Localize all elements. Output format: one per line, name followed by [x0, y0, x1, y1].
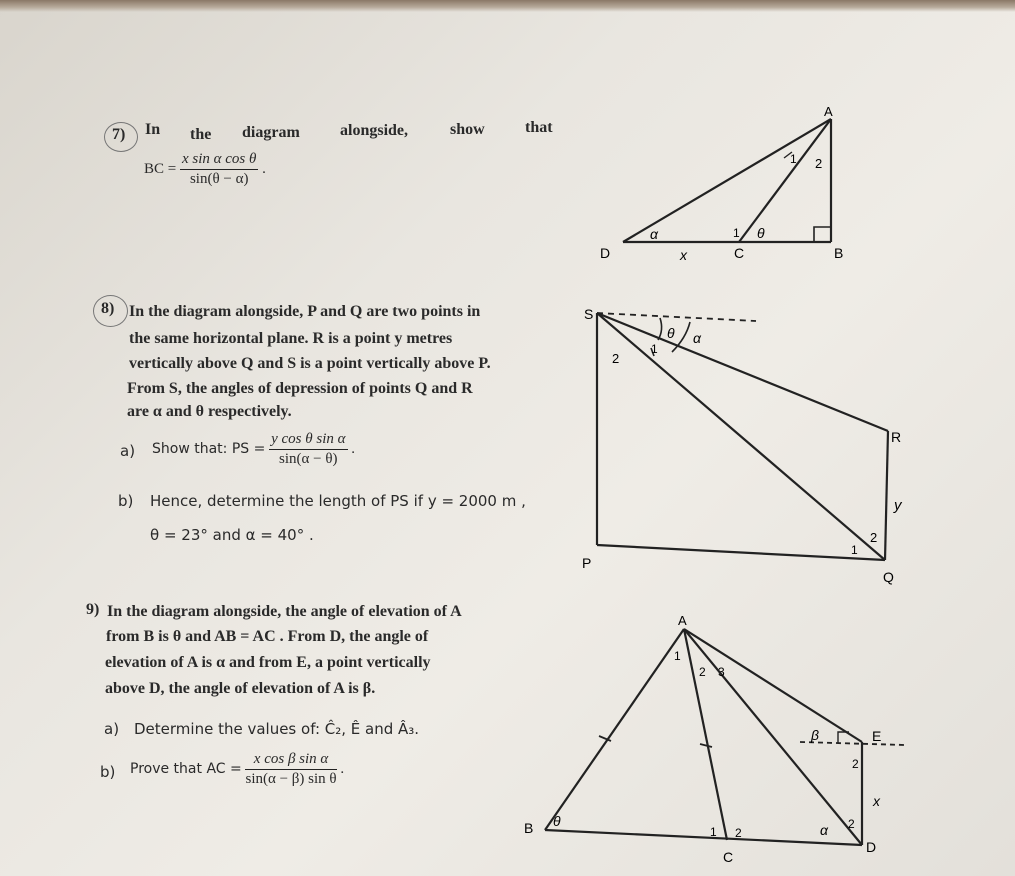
q7-label-alpha: α — [650, 226, 658, 242]
q9-label-a2: 2 — [699, 665, 706, 679]
q8-a-denominator: sin(α − θ) — [279, 451, 338, 467]
q9-label-a3: 3 — [718, 665, 725, 679]
q9-line-ba — [545, 629, 684, 830]
q7-denominator: sin(θ − α) — [189, 171, 249, 187]
q7-word-1: In — [145, 121, 161, 138]
q9-line-ac — [684, 629, 727, 840]
q9-number: 9) — [86, 601, 100, 618]
q8-line-4: From S, the angles of depression of points Q and R — [127, 380, 473, 397]
q8-b-label: b) — [118, 492, 134, 510]
q8-label-s2: 2 — [612, 351, 620, 366]
q9-line-4: above D, the angle of elevation of A is β. — [105, 680, 376, 697]
q7-label-c: C — [734, 245, 745, 261]
q9-label-a: A — [678, 613, 687, 628]
q7-label-a1: 1 — [790, 152, 797, 166]
q7-word-4: alongside, — [340, 122, 409, 139]
q7-label-a: A — [824, 104, 833, 119]
q8-b-text: Hence, determine the length of PS if y = 2000 m , — [150, 492, 526, 510]
q9-a-text: Determine the values of: Ĉ₂, Ê and Â₃. — [134, 720, 420, 738]
q8-label-alpha: α — [693, 330, 701, 346]
q9-line-3: elevation of A is α and from E, a point vertically — [105, 654, 431, 671]
q8-label-s: S — [584, 306, 594, 322]
q8-label-r: R — [891, 429, 902, 445]
q8-label-q2: 2 — [870, 530, 878, 545]
q9-tick-ac — [700, 744, 712, 747]
q9-line-ae — [684, 629, 862, 742]
q8-b-text2: θ = 23° and α = 40° . — [150, 526, 314, 544]
q7-label-x: x — [680, 247, 687, 263]
q7-label-theta: θ — [757, 225, 765, 241]
q8-label-theta: θ — [667, 325, 675, 341]
q9-label-c: C — [723, 849, 734, 865]
q9-label-b: B — [524, 820, 534, 836]
q8-a-label: a) — [120, 442, 136, 460]
q7-label-c1: 1 — [733, 226, 740, 240]
q9-line-2: from B is θ and AB = AC . From D, the angle of — [106, 628, 429, 645]
q9-b-denominator: sin(α − β) sin θ — [245, 771, 337, 787]
q9-label-d: D — [866, 839, 877, 855]
q8-label-y: y — [894, 497, 902, 514]
q9-b-end: . — [340, 760, 345, 777]
q9-line-bd — [545, 830, 862, 845]
q9-label-beta: β — [811, 727, 819, 743]
q8-line-2: the same horizontal plane. R is a point y metres — [129, 330, 453, 347]
q8-number: 8) — [101, 300, 115, 317]
q7-word-3: diagram — [242, 124, 300, 141]
q7-word-5: show — [450, 121, 485, 138]
q7-label-d: D — [600, 245, 611, 261]
q9-a-label: a) — [104, 720, 120, 738]
q8-label-s1: 1 — [651, 342, 658, 356]
q7-formula-end: . — [262, 160, 266, 177]
q7-word-6: that — [525, 119, 553, 136]
q9-label-e2: 2 — [852, 757, 859, 771]
q7-number: 7) — [112, 126, 126, 143]
q7-label-b: B — [834, 245, 844, 261]
q9-line-1: In the diagram alongside, the angle of elevation of A — [107, 603, 462, 620]
q9-label-theta: θ — [553, 813, 561, 829]
q9-b-numerator: x cos β sin α — [245, 751, 336, 770]
q9-label-x: x — [873, 793, 880, 809]
q9-label-d2: 2 — [848, 817, 855, 831]
q7-numerator: x sin α cos θ — [180, 151, 258, 170]
q9-line-ad — [684, 629, 862, 845]
q9-b-label: b) — [100, 763, 116, 781]
q8-a-text: Show that: PS = — [152, 440, 266, 457]
q8-a-numerator: y cos θ sin α — [269, 431, 347, 450]
q7-formula-lhs: BC = — [144, 160, 177, 177]
q7-word-2: the — [190, 126, 212, 143]
q8-line-1: In the diagram alongside, P and Q are two points in — [129, 303, 481, 320]
q7-label-a2: 2 — [815, 156, 823, 171]
q8-label-q: Q — [883, 569, 894, 585]
q9-label-c2: 2 — [735, 826, 742, 840]
q9-label-a1: 1 — [674, 649, 681, 663]
q9-label-c1: 1 — [710, 825, 717, 839]
q8-label-q1: 1 — [851, 543, 858, 557]
q8-line-5: are α and θ respectively. — [127, 403, 292, 420]
q8-label-p: P — [582, 555, 592, 571]
q9-b-text: Prove that AC = — [130, 760, 242, 777]
q8-a-formula: Show that: PS = $\frac{\text{y cos θ sin α}}{\sin(\alpha - \theta)}$ . — [152, 431, 355, 467]
q9-label-alpha: α — [820, 822, 828, 838]
q9-label-e: E — [872, 728, 882, 744]
q8-line-3: vertically above Q and S is a point vertically above P. — [129, 355, 491, 372]
